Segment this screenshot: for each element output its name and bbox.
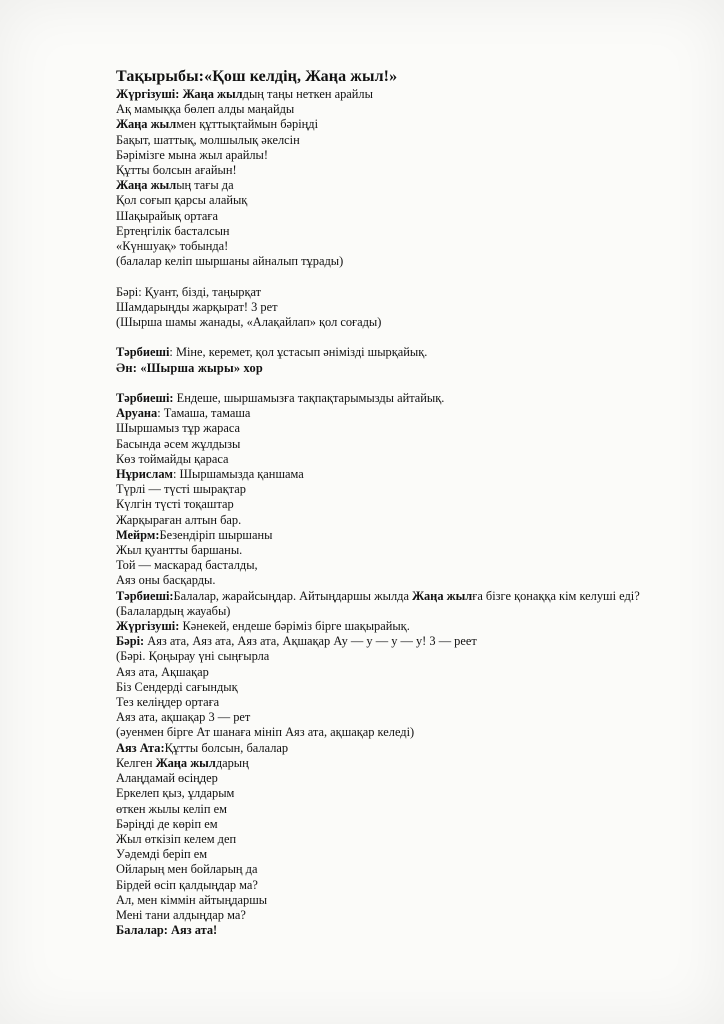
text-segment: Ендеше, шыршамызға тақпақтарымызды айтайық. — [173, 391, 445, 406]
script-line — [116, 619, 706, 634]
text-segment: ға бізге қонаққа кім келуші еді? — [472, 588, 640, 603]
text-segment: : Тамаша, тамаша — [157, 406, 251, 421]
script-line — [116, 391, 706, 406]
text-segment: Тез келіңдер ортаға — [116, 695, 220, 710]
bold-text-segment: Жаңа жыл — [116, 117, 177, 132]
bold-text-segment: Балалар: Аяз ата! — [116, 923, 218, 938]
script-line — [116, 437, 706, 452]
script-line — [116, 361, 706, 376]
text-segment: : Міне, керемет, қол ұстасып әнімізді шырқайық. — [169, 345, 428, 360]
script-line — [116, 148, 706, 163]
text-segment: Ертеңгілік басталсын — [116, 223, 230, 238]
script-line — [116, 725, 706, 740]
text-segment: Қол соғып қарсы алайық — [116, 193, 248, 208]
script-line — [116, 178, 706, 193]
bold-text-segment: Тәрбиеші: — [116, 588, 174, 603]
script-line — [116, 467, 706, 482]
script-line — [116, 817, 706, 832]
text-segment: (Шырша шамы жанады, «Алақайлап» қол соғады) — [116, 315, 382, 330]
script-line — [116, 421, 706, 436]
script-line — [116, 573, 706, 588]
script-line — [116, 482, 706, 497]
bold-text-segment: Тәрбиеші — [116, 345, 170, 360]
text-segment: Күлгін түсті тоқаштар — [116, 497, 234, 512]
text-segment: (Бәрі. Қоңырау үні сыңғырла — [116, 649, 270, 664]
text-segment: ың тағы да — [176, 178, 234, 193]
document-title: Тақырыбы:«Қош келдің, Жаңа жыл!» — [116, 68, 398, 85]
text-segment: «Күншуақ» тобында! — [116, 239, 229, 254]
bold-text-segment: Нұрислам — [116, 467, 173, 482]
script-line — [116, 497, 706, 512]
text-segment: Шыршамыз тұр жараса — [116, 421, 241, 436]
text-segment: Мені тани алдыңдар ма? — [116, 907, 246, 922]
bold-text-segment: Жүргізуші: — [116, 619, 180, 634]
script-line — [116, 163, 706, 178]
text-segment: Бақыт, шаттық, молшылық әкелсін — [116, 132, 300, 147]
bold-text-segment: Жаңа жыл — [155, 755, 216, 770]
script-line — [116, 756, 706, 771]
script-line — [116, 239, 706, 254]
text-segment: (әуенмен бірге Ат шанаға мініп Аяз ата, ақшақар келеді) — [116, 725, 415, 740]
text-segment: Ал, мен кіммін айтыңдаршы — [116, 892, 268, 907]
text-segment: Уәдемді беріп ем — [116, 847, 208, 862]
script-line — [116, 558, 706, 573]
script-line — [116, 117, 706, 132]
bold-text-segment: Ән: «Шырша жыры» хор — [116, 360, 263, 375]
script-line — [116, 862, 706, 877]
text-segment: (Балалардың жауабы) — [116, 603, 231, 618]
text-segment: Түрлі — түсті шырақтар — [116, 482, 246, 497]
script-lines — [116, 87, 706, 938]
script-line — [116, 345, 706, 360]
text-segment: дарың — [215, 755, 249, 770]
script-line — [116, 923, 706, 938]
script-line — [116, 102, 706, 117]
script-line — [116, 193, 706, 208]
text-segment: Аяз ата, Аяз ата, Аяз ата, Ақшақар Ау — у — у — у! 3 — реет — [144, 634, 477, 649]
bold-text-segment: Аруана — [116, 406, 158, 421]
text-segment: Көз тоймайды қараса — [116, 451, 229, 466]
script-line — [116, 224, 706, 239]
text-segment: Бәріңді де көріп ем — [116, 816, 218, 831]
text-segment: Жарқыраған алтын бар. — [116, 512, 242, 527]
text-segment: Құтты болсын ағайын! — [116, 163, 237, 178]
text-segment: Бәрі: Қуант, бізді, таңырқат — [116, 284, 262, 299]
script-line — [116, 847, 706, 862]
text-segment: өткен жылы келіп ем — [116, 801, 227, 816]
script-line — [116, 543, 706, 558]
script-line — [116, 87, 706, 102]
script-line — [116, 634, 706, 649]
script-line — [116, 786, 706, 801]
text-segment: Безендіріп шыршаны — [159, 527, 273, 542]
script-line — [116, 604, 706, 619]
script-line — [116, 513, 706, 528]
text-segment: Жыл қуантты баршаны. — [116, 543, 243, 558]
script-line — [116, 771, 706, 786]
script-line — [116, 908, 706, 923]
script-line — [116, 665, 706, 680]
text-segment: Той — маскарад басталды, — [116, 558, 258, 573]
text-segment: : Шыршамызда қаншама — [172, 467, 304, 482]
text-segment: Басында әсем жұлдызы — [116, 436, 241, 451]
text-segment: Ойларың мен бойларың да — [116, 862, 258, 877]
text-segment: Шақырайық ортаға — [116, 208, 218, 223]
bold-text-segment: Мейрм: — [116, 527, 160, 542]
text-segment: Ақ мамыққа бөлеп алды маңайды — [116, 102, 295, 117]
text-segment: Кәнекей, ендеше бәріміз бірге шақырайық. — [179, 619, 410, 634]
blank-line — [116, 376, 706, 391]
blank-line — [116, 330, 706, 345]
text-segment: Бірдей өсіп қалдыңдар ма? — [116, 877, 258, 892]
blank-line — [116, 269, 706, 284]
script-line — [116, 254, 706, 269]
text-segment: Балалар, жарайсыңдар. Айтыңдаршы жылда — [173, 588, 413, 603]
bold-text-segment: Бәрі: — [116, 634, 145, 649]
bold-text-segment: Аяз Ата: — [116, 740, 165, 755]
bold-text-segment: Жүргізуші: Жаңа жыл — [116, 87, 243, 101]
bold-text-segment: Жаңа жыл — [412, 588, 473, 603]
text-segment: Аяз ата, Ақшақар — [116, 664, 209, 679]
text-segment: Аяз оны басқарды. — [116, 573, 216, 588]
text-segment: Шамдарыңды жарқырат! 3 рет — [116, 299, 278, 314]
script-line — [116, 452, 706, 467]
script-line — [116, 589, 706, 604]
text-segment: дың таңы неткен арайлы — [242, 87, 373, 101]
script-line — [116, 406, 706, 421]
script-line — [116, 649, 706, 664]
script-line — [116, 695, 706, 710]
text-segment: Жыл өткізіп келем деп — [116, 831, 237, 846]
text-segment: мен құттықтаймын бәріңді — [176, 117, 319, 132]
script-line — [116, 133, 706, 148]
document-body — [116, 68, 706, 938]
bold-text-segment: Жаңа жыл — [116, 178, 177, 193]
text-segment: Алаңдамай өсіңдер — [116, 771, 218, 786]
script-line — [116, 741, 706, 756]
script-line — [116, 680, 706, 695]
script-line — [116, 315, 706, 330]
text-segment: Біз Сендерді сағындық — [116, 679, 238, 694]
script-line — [116, 285, 706, 300]
text-segment: Еркелеп қыз, ұлдарым — [116, 786, 235, 801]
text-segment: Құтты болсын, балалар — [164, 740, 289, 755]
text-segment: (балалар келіп шыршаны айналып тұрады) — [116, 254, 344, 269]
text-segment: Келген — [116, 755, 156, 770]
script-line — [116, 878, 706, 893]
script-line — [116, 209, 706, 224]
script-line — [116, 528, 706, 543]
text-segment: Аяз ата, ақшақар 3 — рет — [116, 710, 251, 725]
script-line — [116, 300, 706, 315]
bold-text-segment: Тәрбиеші: — [116, 391, 174, 406]
script-line — [116, 893, 706, 908]
script-line — [116, 832, 706, 847]
text-segment: Бәрімізге мына жыл арайлы! — [116, 147, 268, 162]
script-line — [116, 710, 706, 725]
script-line — [116, 802, 706, 817]
